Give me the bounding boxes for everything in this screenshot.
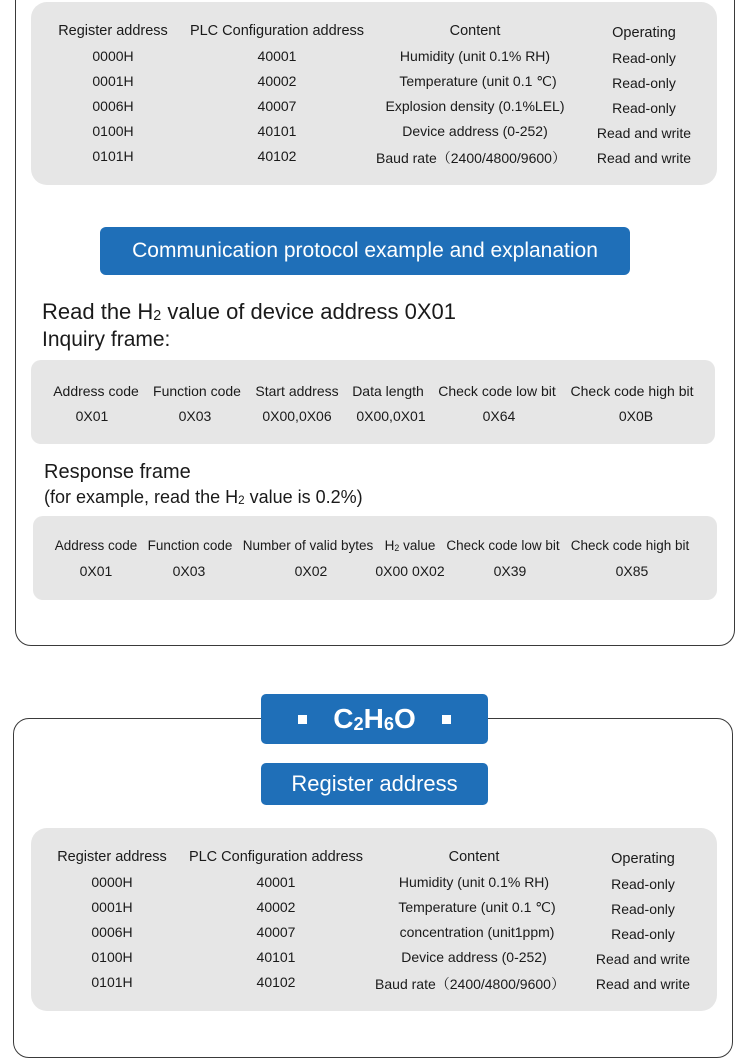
table-cell: Device address (0-252) — [402, 123, 548, 139]
inquiry-value: 0X03 — [178, 408, 212, 424]
table-cell: 0101H — [92, 148, 134, 164]
table-cell: Humidity (unit 0.1% RH) — [398, 874, 550, 890]
table-cell: Read and write — [595, 951, 691, 967]
table-cell: 40102 — [256, 974, 296, 990]
inquiry-label: Inquiry frame: — [42, 328, 171, 351]
bullet-square-icon — [442, 715, 451, 724]
table-cell: 0001H — [91, 899, 133, 915]
response-value: 0X85 — [615, 563, 649, 579]
table-cell: 40101 — [257, 123, 297, 139]
table-cell: Device address (0-252) — [401, 949, 547, 965]
response-value: 0X39 — [493, 563, 527, 579]
response-value: 0X02 — [294, 563, 328, 579]
table-header: Operating — [612, 25, 676, 41]
table-cell: 0100H — [92, 123, 134, 139]
response-value: 0X00 0X02 — [375, 563, 445, 579]
inquiry-header: Check code low bit — [438, 383, 556, 399]
inquiry-header: Function code — [153, 383, 241, 399]
table-cell: 40007 — [256, 924, 296, 940]
table-cell: Read-only — [611, 901, 675, 917]
table-cell: 0006H — [92, 98, 134, 114]
table-cell: Read-only — [611, 876, 675, 892]
table-cell: 40101 — [256, 949, 296, 965]
register-address-banner — [261, 763, 488, 805]
inquiry-value: 0X00,0X06 — [262, 408, 332, 424]
table-header: PLC Configuration address — [189, 23, 365, 39]
read-heading: Read the H2 value of device address 0X01 — [42, 299, 456, 325]
section-title-banner — [261, 694, 488, 744]
table-cell: Read and write — [596, 125, 692, 141]
response-header: H2 value — [384, 538, 436, 553]
table-header: Operating — [611, 851, 675, 867]
table-cell: 40002 — [256, 899, 296, 915]
table-cell: 0000H — [92, 48, 134, 64]
table-cell: 0001H — [92, 73, 134, 89]
response-header: Check code high bit — [570, 538, 690, 553]
table-header: Register address — [58, 23, 168, 39]
response-header: Function code — [147, 538, 233, 553]
table-cell: Baud rate（2400/4800/9600） — [376, 150, 566, 166]
table-cell: 40002 — [257, 73, 297, 89]
table-cell: 0100H — [91, 949, 133, 965]
table-cell: 40001 — [257, 48, 297, 64]
table-cell: concentration (unit1ppm) — [399, 924, 555, 940]
protocol-banner-text: Communication protocol example and explanation — [132, 239, 598, 262]
table-cell: 40007 — [257, 98, 297, 114]
table-header: Register address — [57, 849, 167, 865]
table-cell: 0101H — [91, 974, 133, 990]
inquiry-value: 0X0B — [618, 408, 654, 424]
table-cell: Temperature (unit 0.1 ℃) — [398, 899, 556, 915]
table-header: Content — [449, 23, 501, 39]
response-header: Address code — [54, 538, 138, 553]
inquiry-header: Data length — [352, 383, 424, 399]
table-cell: 0000H — [91, 874, 133, 890]
protocol-banner — [100, 227, 630, 275]
response-value: 0X01 — [79, 563, 113, 579]
section-title-formula: C2H6O — [333, 703, 416, 734]
response-note: (for example, read the H2 value is 0.2%) — [44, 487, 363, 508]
table-cell: Explosion density (0.1%LEL) — [385, 98, 565, 114]
inquiry-value: 0X00,0X01 — [356, 408, 426, 424]
table-cell: 40001 — [256, 874, 296, 890]
response-header: Number of valid bytes — [242, 538, 374, 553]
inquiry-header: Start address — [255, 383, 339, 399]
response-header: Check code low bit — [446, 538, 560, 553]
table-cell: Temperature (unit 0.1 ℃) — [399, 73, 557, 89]
response-value: 0X03 — [172, 563, 206, 579]
table-cell: Read-only — [612, 50, 676, 66]
response-frame-panel — [33, 516, 717, 600]
table-header: PLC Configuration address — [188, 849, 364, 865]
inquiry-value: 0X64 — [482, 408, 516, 424]
inquiry-value: 0X01 — [75, 408, 109, 424]
table-cell: 40102 — [257, 148, 297, 164]
table-cell: Baud rate（2400/4800/9600） — [375, 976, 565, 992]
response-label: Response frame — [44, 461, 191, 483]
table-cell: Read and write — [595, 976, 691, 992]
table-header: Content — [448, 849, 500, 865]
table-cell: Read-only — [612, 100, 676, 116]
inquiry-header: Address code — [53, 383, 139, 399]
register-address-text: Register address — [291, 771, 458, 796]
table-cell: Humidity (unit 0.1% RH) — [399, 48, 551, 64]
table-cell: Read and write — [596, 150, 692, 166]
table-cell: 0006H — [91, 924, 133, 940]
table-cell: Read-only — [611, 926, 675, 942]
bullet-square-icon — [298, 715, 307, 724]
inquiry-header: Check code high bit — [570, 383, 694, 399]
inquiry-frame-panel — [31, 360, 715, 444]
table-cell: Read-only — [612, 75, 676, 91]
